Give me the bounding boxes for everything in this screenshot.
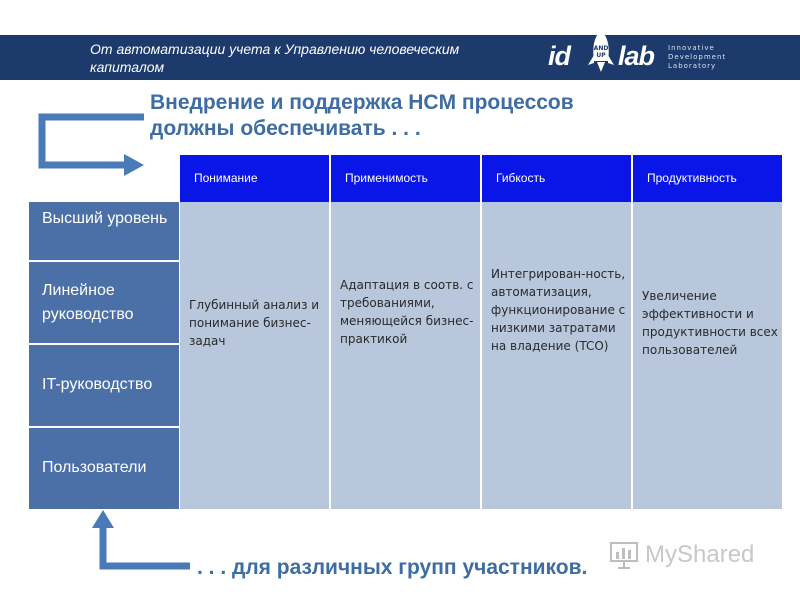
- heading-line: должны обеспечивать . . .: [150, 117, 421, 140]
- row-label: IT-руководство: [29, 345, 179, 426]
- column-header: Гибкость: [482, 155, 631, 202]
- logo-id-text: id: [548, 41, 570, 71]
- top-banner: [0, 35, 800, 80]
- watermark: [607, 540, 777, 570]
- presentation-icon: [609, 540, 639, 570]
- idlab-logo: [548, 35, 748, 80]
- logo-tagline-line: Development: [668, 53, 727, 61]
- footer-text: . . . для различных групп участников.: [197, 556, 588, 579]
- logo-tagline-line: Laboratory: [668, 62, 717, 70]
- logo-tagline-line: Innovative: [668, 44, 715, 52]
- bent-arrow-up-icon: [92, 508, 192, 574]
- table-cell: Интегрирован-ность, автоматизация, функционирование с низкими затратами на владение (TCO): [482, 202, 631, 509]
- table-cell: Глубинный анализ и понимание бизнес-задач: [180, 202, 329, 509]
- table-cell: Адаптация в соотв. с требованиями, меняющейся бизнес-практикой: [331, 202, 480, 509]
- logo-lab-text: lab: [618, 41, 655, 71]
- logo-tagline: [668, 44, 726, 71]
- column-header: Применимость: [331, 155, 480, 202]
- column-header: Понимание: [180, 155, 329, 202]
- row-label: Линейное руководство: [29, 262, 179, 343]
- table-cell: Увеличение эффективности и продуктивности всех пользователей: [633, 202, 782, 509]
- row-label: Высший уровень: [29, 202, 179, 260]
- page-heading: [150, 90, 710, 142]
- bent-arrow-right-icon: [36, 110, 146, 180]
- row-label: Пользователи: [29, 428, 179, 509]
- column-header-row: [180, 155, 782, 202]
- heading-line: Внедрение и поддержка HCM процессов: [150, 91, 574, 114]
- logo-rocket-text: AND UP: [593, 45, 609, 59]
- watermark-text: MyShared: [645, 541, 755, 568]
- column-header: Продуктивность: [633, 155, 782, 202]
- banner-title: От автоматизации учета к Управлению человеческим капиталом: [90, 41, 460, 75]
